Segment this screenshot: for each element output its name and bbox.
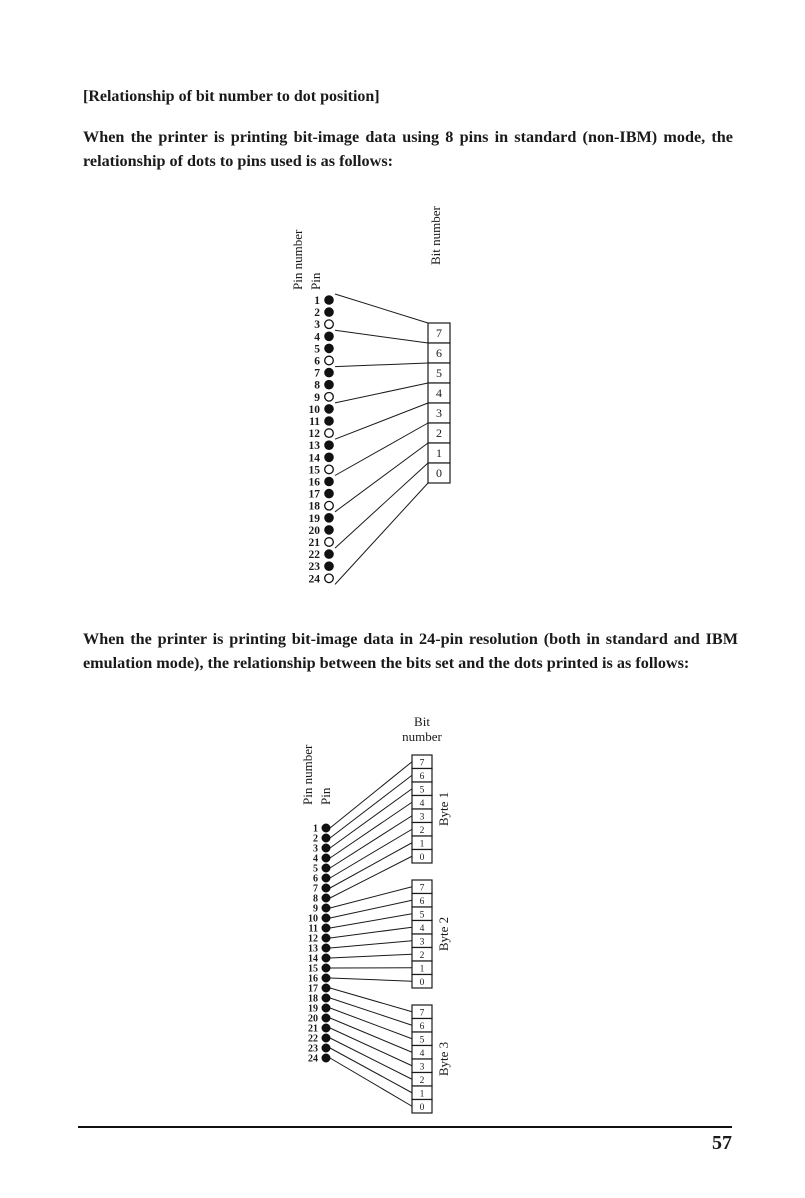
- d1-pin-label: Pin: [308, 272, 323, 290]
- d2-bit-value: 2: [419, 951, 425, 961]
- d2-bit-value: 7: [419, 1008, 425, 1019]
- d2-pin-number: 24: [308, 1053, 318, 1065]
- d2-pin-number: 12: [308, 933, 318, 945]
- d2-byte-label: Byte 3: [436, 1041, 451, 1077]
- d2-connector-line: [330, 978, 412, 981]
- d2-pin-dot-filled: [322, 1014, 330, 1022]
- d1-connector-line: [335, 363, 428, 367]
- d1-bit-value: 2: [436, 426, 442, 440]
- d1-pin-dot-open: [325, 465, 334, 474]
- d1-pin-dot-filled: [325, 477, 334, 486]
- d1-pin-number: 16: [308, 476, 320, 489]
- d2-pin-number: 17: [308, 983, 318, 995]
- d2-bit-value: 4: [419, 1049, 425, 1059]
- d1-pin-number: 12: [308, 428, 320, 441]
- d2-connector-line: [330, 775, 412, 838]
- d1-pin-number: 23: [308, 561, 320, 574]
- d2-bit-value: 1: [419, 839, 425, 850]
- d2-pin-dot-filled: [322, 864, 330, 872]
- d1-pin-dot-open: [325, 429, 334, 438]
- d2-bit-value: 4: [419, 924, 425, 934]
- d1-bit-value: 1: [436, 446, 442, 460]
- d2-bit-value: 0: [419, 978, 425, 988]
- d1-connector-line: [335, 443, 428, 512]
- d1-pin-number: 20: [308, 524, 320, 537]
- d2-pin-dot-filled: [322, 914, 330, 922]
- d1-bit-value: 4: [436, 386, 442, 400]
- d1-pin-number: 14: [308, 452, 320, 465]
- page-number: 57: [712, 1132, 732, 1154]
- d1-pin-number: 22: [308, 549, 320, 562]
- d2-pin-dot-filled: [322, 974, 330, 982]
- d1-pin-dot-filled: [325, 344, 334, 353]
- d1-pin-dot-open: [325, 574, 334, 583]
- section-heading: [Relationship of bit number to dot position]: [83, 88, 380, 105]
- d2-bit-value: 0: [419, 1103, 425, 1113]
- diagram-24pin-bit-mapping: [290, 710, 505, 1125]
- d2-number-label: number: [402, 729, 442, 744]
- d2-pin-number: 22: [308, 1033, 318, 1045]
- d1-pin-dot-filled: [325, 526, 334, 535]
- d2-bit-label: Bit: [414, 714, 430, 729]
- d1-pin-number: 2: [314, 307, 320, 320]
- d1-connector-line: [335, 294, 428, 323]
- d2-bit-value: 3: [419, 1062, 425, 1073]
- d2-bit-value: 3: [419, 937, 425, 948]
- d2-pin-dot-filled: [322, 1024, 330, 1032]
- d2-pin-number: 4: [313, 853, 318, 865]
- d1-pin-dot-open: [325, 356, 334, 365]
- d2-pin-number: 7: [313, 883, 318, 895]
- d2-bit-value: 5: [419, 910, 425, 921]
- d2-bit-value: 4: [419, 799, 425, 809]
- d2-bit-value: 2: [419, 1076, 425, 1086]
- d2-connector-line: [330, 914, 412, 928]
- d1-pin-dot-filled: [325, 550, 334, 559]
- d2-bit-value: 3: [419, 812, 425, 823]
- d2-pin-number: 21: [308, 1023, 318, 1035]
- d2-pin-dot-filled: [322, 874, 330, 882]
- d2-byte-label: Byte 2: [436, 916, 451, 952]
- d2-connector-line: [330, 856, 412, 898]
- footer-rule: [78, 1126, 732, 1128]
- d2-pin-number: 20: [308, 1013, 318, 1025]
- d2-pin-number: 5: [313, 863, 318, 875]
- d2-pin-dot-filled: [322, 854, 330, 862]
- d1-bit-value: 7: [436, 326, 442, 340]
- d2-pin-dot-filled: [322, 944, 330, 952]
- d2-byte-label: Byte 1: [436, 791, 451, 827]
- d1-pin-dot-filled: [325, 405, 334, 414]
- d1-pin-number: 3: [314, 319, 320, 332]
- d2-pin-dot-filled: [322, 984, 330, 992]
- d2-bit-value: 6: [419, 897, 425, 907]
- d2-pin-dot-filled: [322, 1044, 330, 1052]
- d1-pin-dot-filled: [325, 296, 334, 305]
- d2-pin-number: 3: [313, 843, 318, 855]
- d2-bit-value: 6: [419, 772, 425, 782]
- d2-pin-dot-filled: [322, 824, 330, 832]
- d2-bit-value: 1: [419, 964, 425, 975]
- d1-pin-dot-filled: [325, 308, 334, 317]
- d1-pin-dot-open: [325, 320, 334, 329]
- d1-pin-number: 1: [314, 295, 320, 307]
- d1-pin-number: 21: [308, 537, 320, 549]
- d2-pin-dot-filled: [322, 1004, 330, 1012]
- d2-connector-line: [330, 1048, 412, 1093]
- d2-pin-number: 15: [308, 963, 318, 975]
- d2-bit-value: 5: [419, 785, 425, 796]
- d2-connector-line: [330, 941, 412, 948]
- d1-pin-dot-open: [325, 538, 334, 547]
- d1-pin-number: 9: [314, 391, 320, 404]
- d1-pin-number: 7: [314, 367, 320, 380]
- d2-pin-dot-filled: [322, 964, 330, 972]
- d2-bit-value: 7: [419, 883, 425, 894]
- d2-connector-line: [330, 954, 412, 958]
- d2-pin-dot-filled: [322, 924, 330, 932]
- d1-connector-line: [335, 483, 428, 584]
- d2-pin-dot-filled: [322, 934, 330, 942]
- d1-pin-number: 18: [308, 500, 320, 513]
- d2-pin-number: 18: [308, 993, 318, 1005]
- d2-bit-value: 6: [419, 1022, 425, 1032]
- d2-pin-number: 6: [313, 873, 318, 885]
- d1-pin-dot-filled: [325, 514, 334, 523]
- d2-pin-number: 8: [313, 893, 318, 905]
- d1-bit-value: 6: [436, 346, 442, 360]
- d2-pin-number-label: Pin number: [300, 744, 315, 805]
- d2-connector-line: [330, 1038, 412, 1079]
- paragraph-24pin-intro: When the printer is printing bit-image data in 24-pin resolution (both in standard and IBM emulation mode), the relationship between the bits set and the dots printed is as follows:: [83, 630, 738, 672]
- d2-bit-value: 0: [419, 853, 425, 863]
- d1-pin-number: 11: [309, 416, 320, 428]
- d1-pin-dot-open: [325, 501, 334, 510]
- d1-pin-dot-filled: [325, 453, 334, 462]
- d1-pin-number: 10: [308, 403, 320, 416]
- d1-pin-number: 5: [314, 343, 320, 356]
- d1-pin-number: 4: [314, 331, 320, 344]
- diagram-8pin-bit-mapping: [280, 205, 480, 605]
- d2-pin-dot-filled: [322, 954, 330, 962]
- d2-pin-number: 23: [308, 1043, 318, 1055]
- d2-pin-dot-filled: [322, 894, 330, 902]
- d1-pin-dot-filled: [325, 417, 334, 426]
- d2-pin-number: 10: [308, 913, 318, 925]
- d2-bit-value: 5: [419, 1035, 425, 1046]
- d2-pin-dot-filled: [322, 844, 330, 852]
- d2-pin-dot-filled: [322, 904, 330, 912]
- d2-connector-line: [330, 998, 412, 1025]
- d2-pin-number: 16: [308, 973, 318, 985]
- d1-connector-line: [335, 330, 428, 343]
- d2-pin-dot-filled: [322, 884, 330, 892]
- d2-pin-dot-filled: [322, 1034, 330, 1042]
- d2-connector-line: [330, 927, 412, 938]
- d1-pin-dot-filled: [325, 380, 334, 389]
- d1-pin-number: 8: [314, 379, 320, 392]
- d1-pin-number: 6: [314, 355, 320, 368]
- d1-pin-number: 19: [308, 512, 320, 525]
- d1-bit-number-label: Bit number: [428, 206, 443, 265]
- d2-pin-number: 2: [313, 833, 318, 845]
- d1-pin-number: 15: [308, 464, 320, 477]
- d2-pin-dot-filled: [322, 994, 330, 1002]
- d2-pin-number: 1: [313, 823, 318, 835]
- d1-bit-value: 3: [436, 406, 442, 420]
- d1-connector-line: [335, 423, 428, 476]
- d2-connector-line: [330, 900, 412, 918]
- d2-connector-line: [330, 829, 412, 878]
- d1-pin-number: 13: [308, 440, 320, 453]
- d2-pin-number: 19: [308, 1003, 318, 1015]
- d1-bit-value: 0: [436, 466, 442, 480]
- d1-connector-line: [335, 383, 428, 403]
- d2-connector-line: [330, 887, 412, 908]
- d2-bit-value: 1: [419, 1089, 425, 1100]
- d2-bit-value: 7: [419, 758, 425, 769]
- d1-pin-dot-filled: [325, 441, 334, 450]
- d1-pin-number: 17: [308, 488, 320, 501]
- d1-connector-line: [335, 463, 428, 548]
- d1-pin-dot-filled: [325, 489, 334, 498]
- d1-pin-dot-filled: [325, 332, 334, 341]
- d1-pin-number: 24: [308, 573, 320, 586]
- d1-pin-number-label: Pin number: [290, 229, 305, 290]
- d2-pin-number: 9: [313, 903, 318, 915]
- d1-pin-dot-filled: [325, 562, 334, 571]
- d2-pin-number: 14: [308, 953, 318, 965]
- d2-bit-value: 2: [419, 826, 425, 836]
- d2-pin-number: 11: [308, 923, 318, 935]
- d2-pin-label: Pin: [318, 787, 333, 805]
- d2-pin-dot-filled: [322, 834, 330, 842]
- d1-pin-dot-filled: [325, 368, 334, 377]
- d2-pin-dot-filled: [322, 1054, 330, 1062]
- paragraph-8pin-intro: When the printer is printing bit-image data using 8 pins in standard (non-IBM) mode, the relationship of dots to pins used is as follows:: [83, 128, 733, 170]
- d2-connector-line: [330, 816, 412, 868]
- d2-pin-number: 13: [308, 943, 318, 955]
- d1-connector-line: [335, 403, 428, 439]
- d2-connector-line: [330, 988, 412, 1012]
- d1-pin-dot-open: [325, 393, 334, 402]
- d1-bit-value: 5: [436, 366, 442, 380]
- d2-connector-line: [330, 1058, 412, 1106]
